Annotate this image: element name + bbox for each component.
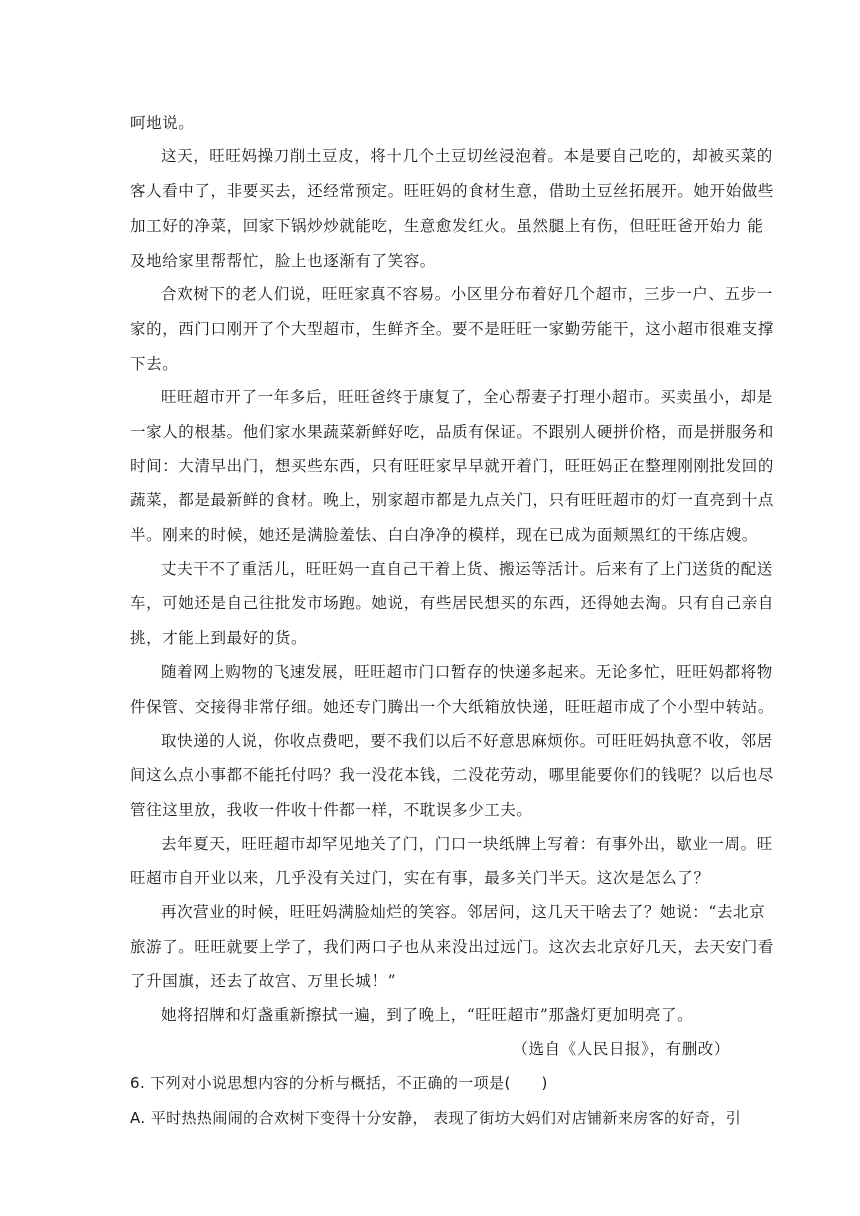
paragraph-start: 她将招牌和灯盏重新擦拭一遍，到了晚上，“旺旺超市”那盏灯更加明亮了。: [161, 1006, 694, 1024]
text-line: 蔬菜，都是最新鲜的食材。晚上，别家超市都是九点关门，只有旺旺超市的灯一直亮到十点: [130, 491, 775, 509]
paragraph-start: 合欢树下的老人们说，旺旺家真不容易。小区里分布着好几个超市，三步一户、五步一: [161, 285, 773, 303]
text-line: 呵地说。: [130, 114, 195, 132]
text-line: 客人看中了，非要买去，还经常预定。旺旺妈的食材生意，借助土豆丝拓展开。她开始做些: [130, 182, 775, 200]
paragraph-start: 这天，旺旺妈操刀削土豆皮，将十几个土豆切丝浸泡着。本是要自己吃的，却被买菜的: [161, 147, 773, 165]
text-line: 旅游了。旺旺就要上学了，我们两口子也从来没出过远门。这次去北京好几天，去天安门看: [130, 938, 775, 956]
text-line: 时间：大清早出门，想买些东西，只有旺旺家早早就开着门，旺旺妈正在整理刚刚批发回的: [130, 457, 775, 475]
text-line: 下去。: [130, 355, 179, 373]
text-line: 车，可她还是自己往批发市场跑。她说，有些居民想买的东西，还得她去淘。只有自己亲自: [130, 594, 775, 612]
paragraph-start: 再次营业的时候，旺旺妈满脸灿烂的笑容。邻居问，这几天干啥去了？她说：“去北京: [161, 903, 766, 921]
text-line: 挑，才能上到最好的货。: [130, 629, 308, 647]
text-line: 加工好的净菜，回家下锅炒炒就能吃，生意愈发红火。虽然腿上有伤，但旺旺爸开始力 能: [130, 217, 764, 235]
text-line: 一家人的根基。他们家水果蔬菜新鲜好吃，品质有保证。不跟别人硬拼价格，而是拼服务和: [130, 423, 775, 441]
paragraph-start: 丈夫干不了重活儿，旺旺妈一直自己干着上货、搬运等活计。后来有了上门送货的配送: [161, 560, 773, 578]
source-citation: （选自《人民日报》，有删改）: [512, 1040, 730, 1058]
paragraph-start: 旺旺超市开了一年多后，旺旺爸终于康复了，全心帮妻子打理小超市。买卖虽小，却是: [161, 388, 773, 406]
text-line: 半。刚来的时候，她还是满脸羞怯、白白净净的模样，现在已成为面颊黑红的干练店嫂。: [130, 526, 758, 544]
question-stem: 6. 下列对小说思想内容的分析与概括，不正确的一项是( ): [130, 1074, 548, 1092]
text-line: 家的，西门口刚开了个大型超市，生鲜齐全。要不是旺旺一家勤劳能干，这小超市很难支撑: [130, 320, 775, 338]
text-line: 管往这里放，我收一件收十件都一样，不耽误多少工夫。: [130, 801, 533, 819]
paragraph-start: 取快递的人说，你收点费吧，要不我们以后不好意思麻烦你。可旺旺妈执意不收，邻居: [161, 732, 773, 750]
text-line: 间这么点小事都不能托付吗？我一没花本钱，二没花劳动，哪里能要你们的钱呢？以后也尽: [130, 766, 775, 784]
text-line: 及地给家里帮帮忙，脸上也逐渐有了笑容。: [130, 252, 436, 270]
paragraph-start: 去年夏天，旺旺超市却罕见地关了门，门口一块纸牌上写着：有事外出，歇业一周。旺: [161, 835, 773, 853]
text-line: 了升国旗，还去了故宫、万里长城！”: [130, 972, 397, 990]
text-line: 件保管、交接得非常仔细。她还专门腾出一个大纸箱放快递，旺旺超市成了个小型中转站。: [130, 698, 775, 716]
text-line: 旺超市自开业以来，几乎没有关过门，实在有事，最多关门半天。这次是怎么了？: [130, 869, 710, 887]
paragraph-start: 随着网上购物的飞速发展，旺旺超市门口暂存的快递多起来。无论多忙，旺旺妈都将物: [161, 663, 773, 681]
question-option-a: A. 平时热热闹闹的合欢树下变得十分安静， 表现了街坊大妈们对店铺新来房客的好奇，引: [130, 1109, 742, 1127]
